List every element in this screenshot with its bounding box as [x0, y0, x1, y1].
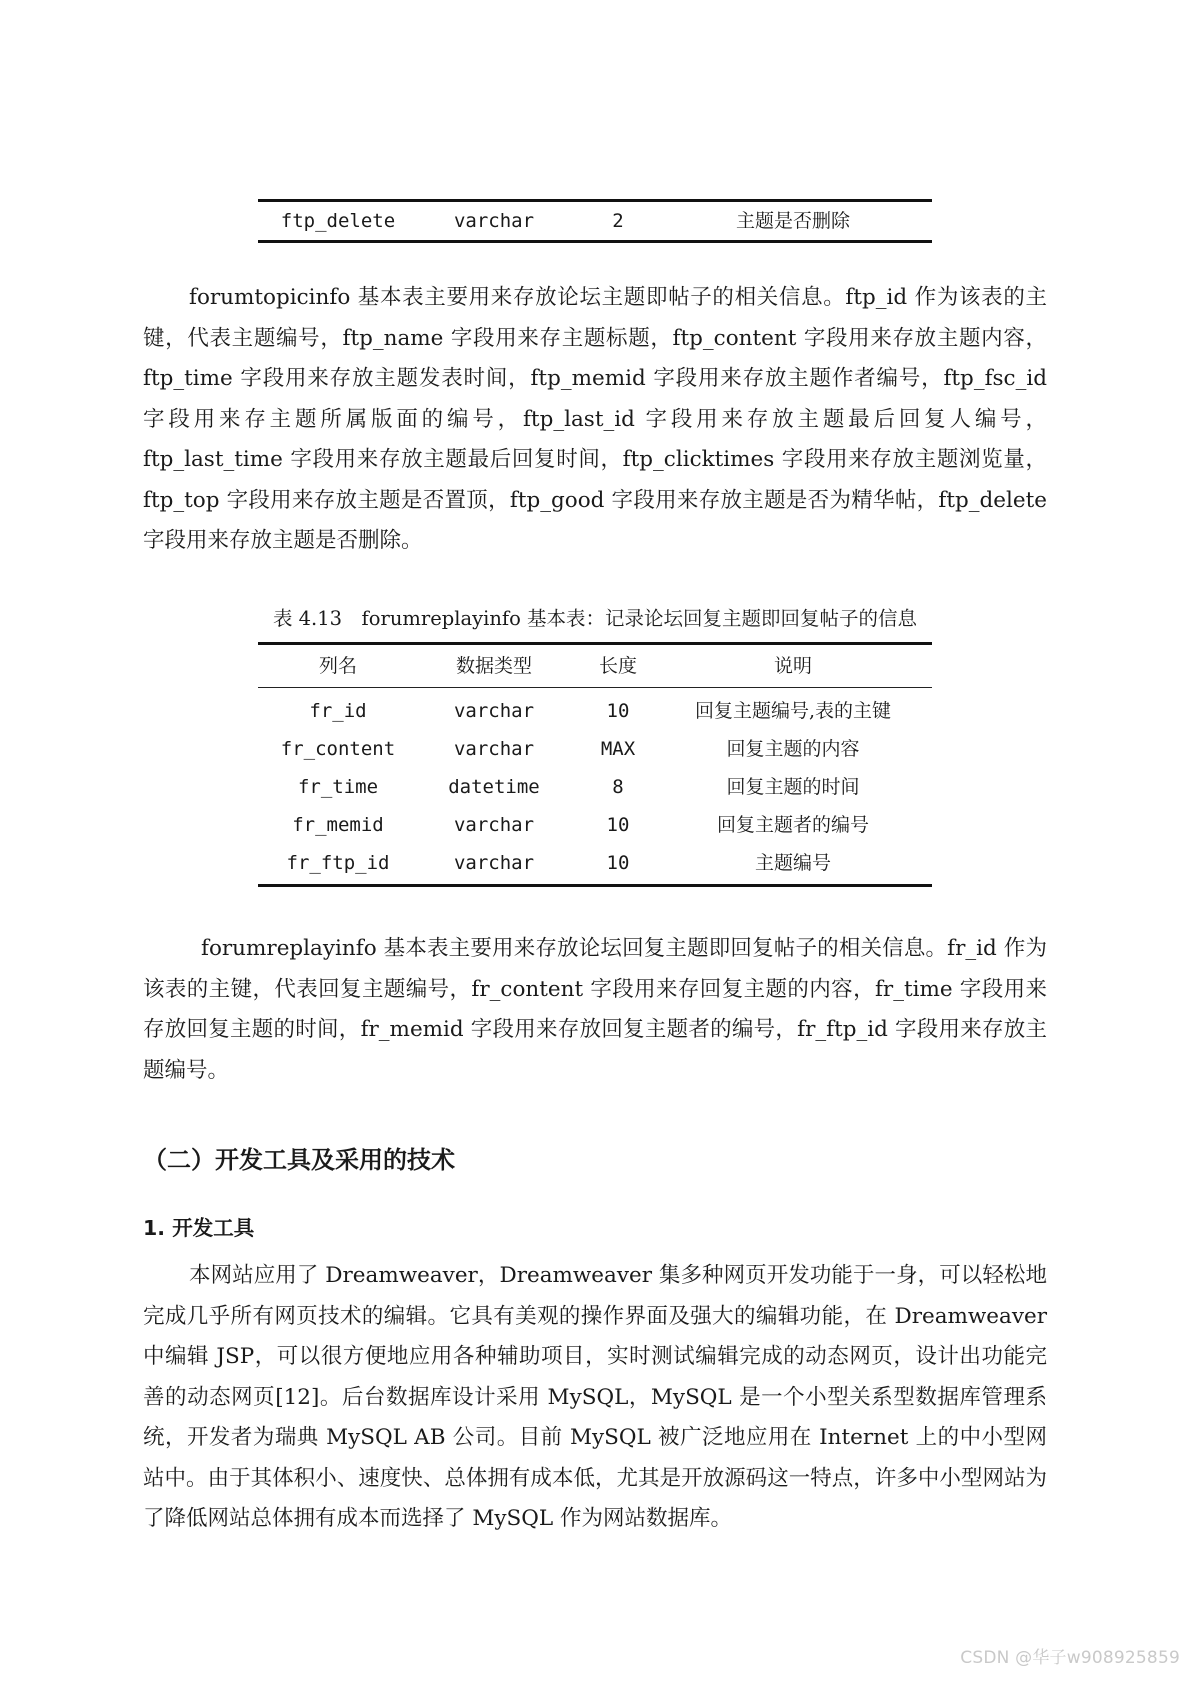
- column-name-cell: fr_memid: [292, 814, 384, 836]
- table-bottom-rule: [258, 884, 932, 887]
- column-name-cell: fr_content: [280, 738, 396, 760]
- column-name-cell: ftp_delete: [280, 210, 396, 232]
- description-cell: 主题是否删除: [735, 210, 850, 232]
- column-name-cell: fr_id: [309, 700, 367, 722]
- length-cell: 10: [606, 814, 630, 836]
- length-cell: 10: [606, 700, 630, 722]
- header-description: 说明: [773, 655, 812, 677]
- description-cell: 回复主题的时间: [726, 776, 860, 798]
- table-row: [258, 806, 932, 844]
- column-name-cell: fr_time: [297, 776, 379, 798]
- table-row: [258, 730, 932, 768]
- paragraph-forumreplayinfo: forumreplayinfo 基本表主要用来存放论坛回复主题即回复帖子的相关信息。fr_id 作为该表的主键，代表回复主题编号，fr_content 字段用来存回复主题的内容，fr_time 字段用来存放回复主题的时间，fr_memid 字段用来存放回复主题者的编号，fr_ftp_id 字段用来存放主题编号。: [143, 936, 1047, 1083]
- subsection-heading: 1. 开发工具: [143, 1216, 255, 1240]
- data-type-cell: varchar: [453, 210, 535, 232]
- table-bottom-rule: [258, 240, 932, 243]
- data-type-cell: varchar: [453, 738, 535, 760]
- table-ftp-fragment: [258, 199, 932, 243]
- table-row: [258, 768, 932, 806]
- table-header-row: [258, 645, 932, 687]
- section-heading: （二）开发工具及采用的技术: [143, 1146, 455, 1174]
- table-caption: 表 4.13 forumreplayinfo 基本表：记录论坛回复主题即回复帖子的信息: [272, 607, 918, 630]
- description-cell: 主题编号: [754, 852, 831, 874]
- description-cell: 回复主题者的编号: [716, 814, 869, 836]
- data-type-cell: varchar: [453, 700, 535, 722]
- table-row: [258, 844, 932, 882]
- length-cell: MAX: [600, 738, 636, 760]
- table-row: [258, 202, 932, 240]
- paragraph-forumtopicinfo: forumtopicinfo 基本表主要用来存放论坛主题即帖子的相关信息。ftp_id 作为该表的主键，代表主题编号，ftp_name 字段用来存主题标题，ftp_content 字段用来存放主题内容，ftp_time 字段用来存放主题发表时间，ftp_memid 字段用来存放主题作者编号，ftp_fsc_id 字段用来存主题所属版面的编号，ftp_last_id 字段用来存放主题最后回复人编号，ftp_last_time 字段用来存放主题最后回复时间，ftp_clicktimes 字段用来存放主题浏览量，ftp_top 字段用来存放主题是否置顶，ftp_good 字段用来存放主题是否为精华帖，ftp_delete 字段用来存放主题是否删除。: [143, 285, 1047, 553]
- length-cell: 2: [612, 210, 624, 232]
- description-cell: 回复主题的内容: [726, 738, 860, 760]
- csdn-watermark: CSDN @华子w908925859: [960, 1648, 1180, 1668]
- data-type-cell: varchar: [453, 852, 535, 874]
- length-cell: 8: [612, 776, 624, 798]
- header-column-name: 列名: [318, 655, 357, 677]
- data-type-cell: varchar: [453, 814, 535, 836]
- table-row: [258, 692, 932, 730]
- paragraph-dev-tools: 本网站应用了 Dreamweaver，Dreamweaver 集多种网页开发功能于一身，可以轻松地完成几乎所有网页技术的编辑。它具有美观的操作界面及强大的编辑功能，在 Dreamweaver 中编辑 JSP，可以很方便地应用各种辅助项目，实时测试编辑完成的动态网页，设计出功能完善的动态网页[12]。后台数据库设计采用 MySQL，MySQL 是一个小型关系型数据库管理系统，开发者为瑞典 MySQL AB 公司。目前 MySQL 被广泛地应用在 Internet 上的中小型网站中。由于其体积小、速度快、总体拥有成本低，尤其是开放源码这一特点，许多中小型网站为了降低网站总体拥有成本而选择了 MySQL 作为网站数据库。: [143, 1263, 1047, 1531]
- data-type-cell: datetime: [448, 776, 540, 798]
- description-cell: 回复主题编号,表的主键: [694, 700, 892, 722]
- header-data-type: 数据类型: [455, 655, 532, 677]
- column-name-cell: fr_ftp_id: [286, 852, 390, 874]
- header-length: 长度: [598, 655, 637, 677]
- length-cell: 10: [606, 852, 630, 874]
- table-forumreplayinfo: [258, 642, 932, 887]
